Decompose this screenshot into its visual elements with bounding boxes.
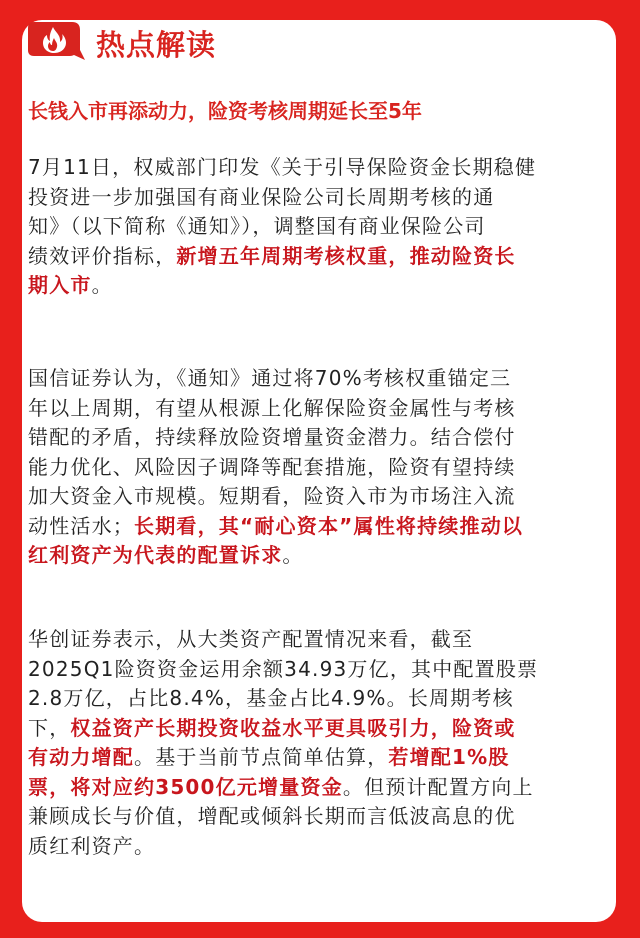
highlighted-text: 权益资产长期投资收益水平更具吸引力，险资或 <box>70 715 516 740</box>
paragraph-3 <box>28 625 618 861</box>
body-text-segment: 2025Q1险资资金运用余额34.93万亿，其中配置股票 <box>28 656 539 681</box>
body-text-segment: 质红利资产。 <box>28 833 156 858</box>
text-line <box>28 625 618 655</box>
paragraph-2 <box>28 364 618 571</box>
text-line <box>28 212 618 242</box>
body-text-segment: 2.8万亿，占比8.4%，基金占比4.9%。长周期考核 <box>28 686 514 710</box>
section-header <box>28 20 216 66</box>
text-line <box>28 743 618 773</box>
paragraph-1 <box>28 153 618 301</box>
body-text-segment: 能力优化、风险因子调降等配套措施，险资有望持续 <box>28 454 516 479</box>
body-text-segment: 国信证券认为，《通知》通过将70%考核权重锚定三 <box>28 366 512 390</box>
text-line <box>28 153 618 183</box>
highlighted-text: 有动力增配 <box>28 745 134 769</box>
text-line <box>28 655 618 685</box>
body-text-segment: 投资进一步加强国有商业保险公司长周期考核的通 <box>28 184 495 209</box>
article-headline: 长钱入市再添动力，险资考核周期延长至5年 <box>28 99 422 123</box>
highlighted-text: 票，将对应约3500亿元增量资金 <box>28 774 343 799</box>
body-text-segment: 绩效评价指标， <box>28 243 177 268</box>
text-line <box>28 242 618 272</box>
highlighted-text: 期入市 <box>28 273 92 297</box>
body-text-segment: 知》（以下简称《通知》），调整国有商业保险公司 <box>28 214 486 238</box>
body-text-segment: 华创证券表示，从大类资产配置情况来看，截至 <box>28 627 474 651</box>
body-text-segment: 。 <box>91 273 113 297</box>
header-title: 热点解读 <box>96 27 217 62</box>
fire-icon <box>28 20 86 66</box>
text-line <box>28 684 618 714</box>
body-text-segment: 动性活水； <box>28 513 134 538</box>
text-line <box>28 271 618 301</box>
text-line <box>28 541 618 571</box>
highlighted-text: 红利资产为代表的配置诉求 <box>28 543 283 567</box>
text-line <box>28 482 618 512</box>
text-line <box>28 364 618 394</box>
body-text-segment: 下， <box>28 715 71 740</box>
body-text-segment: 。 <box>282 543 304 567</box>
highlighted-text: 若增配1%股 <box>388 745 510 769</box>
body-text-segment: 7月11日，权威部门印发《关于引导保险资金长期稳健 <box>28 155 537 179</box>
text-line <box>28 394 618 424</box>
body-text-segment: 年以上周期，有望从根源上化解保险资金属性与考核 <box>28 395 516 420</box>
body-text-segment: 错配的矛盾，持续释放险资增量资金潜力。结合偿付 <box>28 425 516 449</box>
text-line <box>28 773 618 803</box>
text-line <box>28 512 618 542</box>
text-line <box>28 183 618 213</box>
text-line <box>28 802 618 832</box>
body-text-segment: 。但预计配置方向上 <box>342 774 534 799</box>
text-line <box>28 423 618 453</box>
highlighted-text: 新增五年周期考核权重，推动险资长 <box>176 243 516 268</box>
text-line <box>28 453 618 483</box>
text-line <box>28 714 618 744</box>
highlighted-text: 长期看，其“耐心资本”属性将持续推动以 <box>134 513 524 538</box>
body-text-segment: 兼顾成长与价值，增配或倾斜长期而言低波高息的优 <box>28 804 516 828</box>
body-text-segment: 。基于当前节点简单估算， <box>134 745 389 769</box>
text-line <box>28 832 618 862</box>
body-text-segment: 加大资金入市规模。短期看，险资入市为市场注入流 <box>28 484 516 508</box>
